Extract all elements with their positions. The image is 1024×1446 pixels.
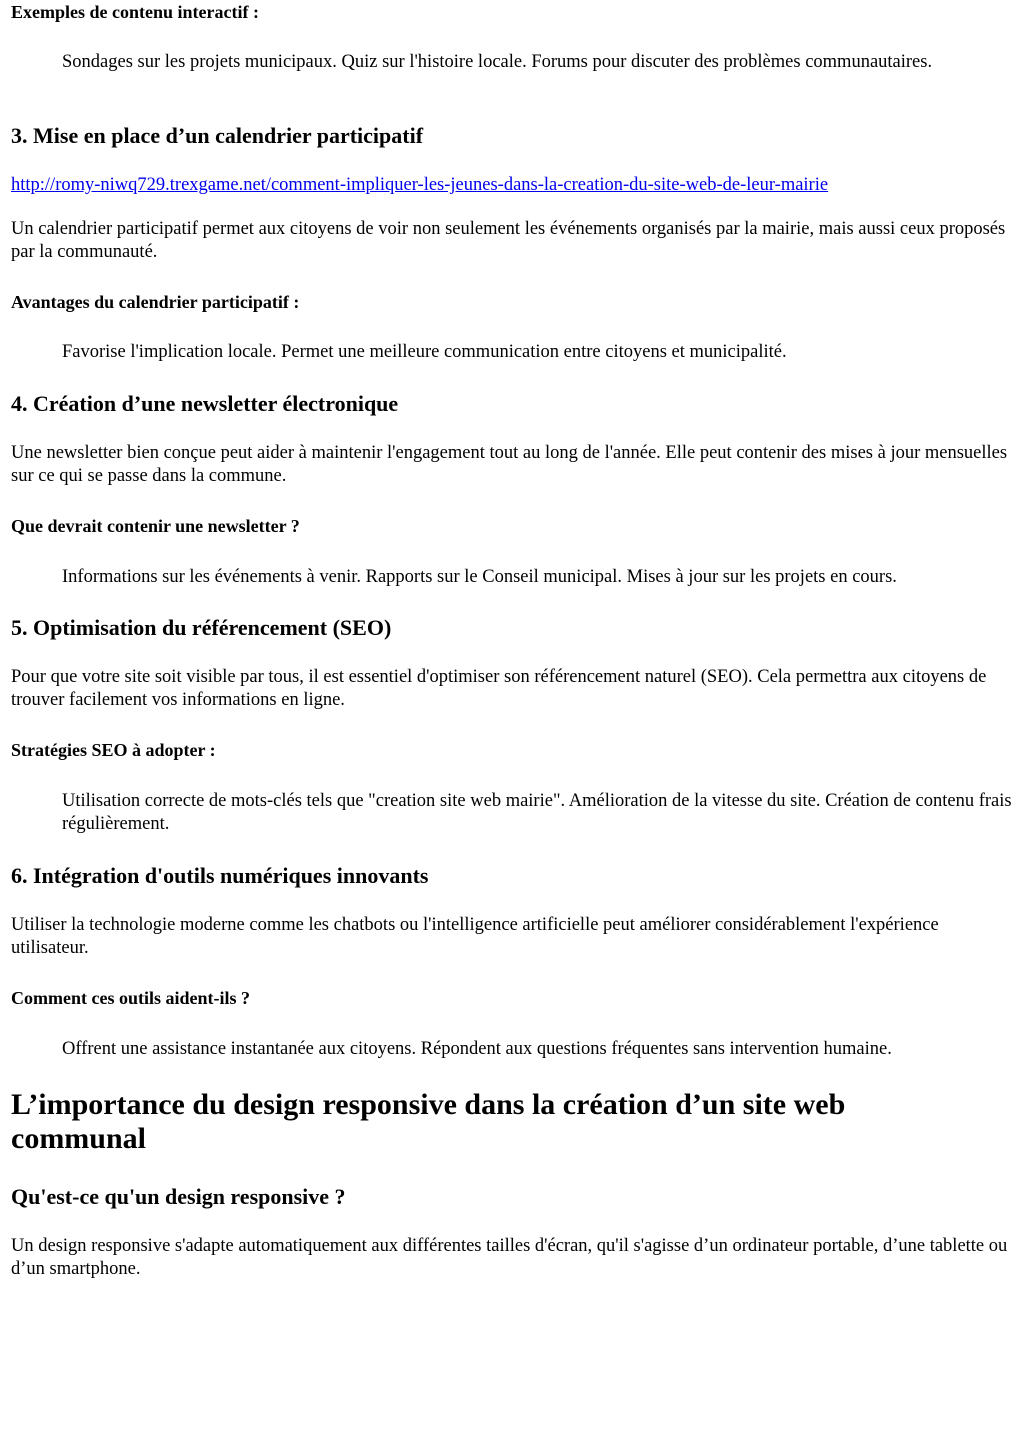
heading-tools-help: Comment ces outils aident-ils ?: [11, 988, 250, 1008]
heading-interactive-content-examples: Exemples de contenu interactif :: [11, 2, 259, 22]
heading-seo: 5. Optimisation du référencement (SEO): [11, 615, 392, 640]
heading-newsletter: 4. Création d’une newsletter électronique: [11, 391, 399, 416]
article-link[interactable]: http://romy-niwq729.trexgame.net/comment-impliquer-les-jeunes-dans-la-creation-du-site-web-de-leur-mairie: [11, 175, 829, 195]
seo-strategies-list: Utilisation correcte de mots-clés tels que "creation site web mairie". Amélioration de la vitesse du site. Création de contenu frais régulièrement.: [62, 791, 1012, 834]
heading-calendar-advantages: Avantages du calendrier participatif :: [11, 292, 300, 312]
calendar-advantages-list: Favorise l'implication locale. Permet une meilleure communication entre citoyens et municipalité.: [62, 342, 787, 362]
digital-tools-paragraph: Utiliser la technologie moderne comme les chatbots ou l'intelligence artificielle peut améliorer considérablement l'expérience utilisateur.: [11, 915, 939, 958]
newsletter-contents-list: Informations sur les événements à venir. Rapports sur le Conseil municipal. Mises à jour sur les projets en cours.: [62, 567, 897, 587]
heading-responsive-design-importance: L’importance du design responsive dans la création d’un site web communal: [11, 1088, 846, 1155]
tools-help-list: Offrent une assistance instantanée aux citoyens. Répondent aux questions fréquentes sans intervention humaine.: [62, 1039, 892, 1059]
heading-what-is-responsive: Qu'est-ce qu'un design responsive ?: [11, 1184, 346, 1209]
heading-seo-strategies: Stratégies SEO à adopter :: [11, 740, 216, 760]
seo-paragraph: Pour que votre site soit visible par tous, il est essentiel d'optimiser son référencement naturel (SEO). Cela permettra aux citoyens de trouver facilement vos informations en ligne.: [11, 667, 987, 710]
participative-calendar-paragraph: Un calendrier participatif permet aux citoyens de voir non seulement les événements organisés par la mairie, mais aussi ceux proposés par la communauté.: [11, 219, 1006, 262]
heading-digital-tools: 6. Intégration d'outils numériques innovants: [11, 863, 429, 888]
newsletter-paragraph: Une newsletter bien conçue peut aider à maintenir l'engagement tout au long de l'année. Elle peut contenir des mises à jour mensuelles sur ce qui se passe dans la commune.: [11, 443, 1008, 486]
responsive-design-paragraph: Un design responsive s'adapte automatiquement aux différentes tailles d'écran, qu'il s'agisse d’un ordinateur portable, d’une tablette ou d’un smartphone.: [11, 1236, 1008, 1279]
interactive-content-examples-list: Sondages sur les projets municipaux. Quiz sur l'histoire locale. Forums pour discuter des problèmes communautaires.: [62, 52, 933, 72]
heading-participative-calendar: 3. Mise en place d’un calendrier participatif: [11, 123, 424, 148]
heading-newsletter-contents: Que devrait contenir une newsletter ?: [11, 516, 300, 536]
